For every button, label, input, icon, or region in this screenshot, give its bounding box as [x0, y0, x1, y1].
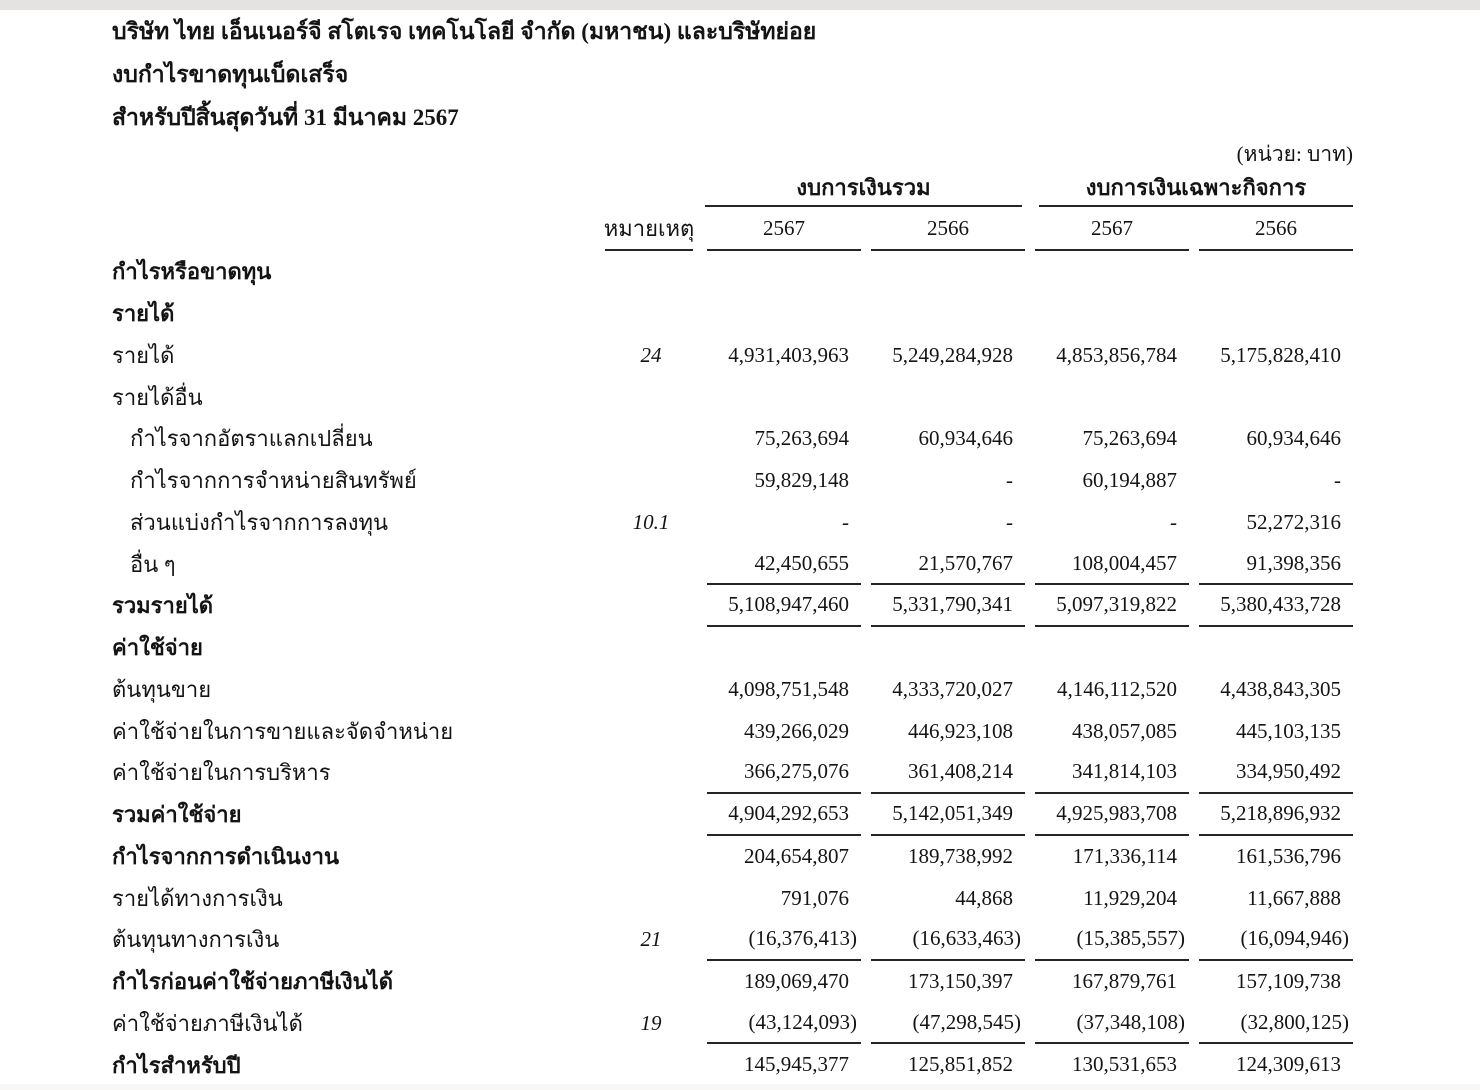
table-row — [112, 1044, 1353, 1086]
row-label: ค่าใช้จ่ายภาษีเงินได้ — [112, 1010, 303, 1036]
table-row — [112, 543, 1353, 585]
row-label: รายได้ — [112, 342, 175, 368]
row-value: - — [1170, 509, 1177, 534]
row-value: 791,076 — [780, 885, 849, 910]
row-value: 60,194,887 — [1082, 468, 1177, 493]
row-value: 5,097,319,822 — [1035, 585, 1189, 627]
year-header-consolidated-2566: 2566 — [871, 207, 1025, 251]
page-bottom-edge — [0, 1084, 1480, 1090]
row-value: 361,408,214 — [871, 752, 1025, 794]
row-label: รวมรายได้ — [112, 593, 214, 619]
table-row — [112, 335, 1353, 377]
row-value: (15,385,557) — [1035, 919, 1189, 961]
row-value: 108,004,457 — [1035, 543, 1189, 585]
row-value — [707, 293, 861, 335]
table-row — [112, 1003, 1353, 1045]
page-top-edge — [0, 0, 1480, 10]
row-value: 5,175,828,410 — [1220, 342, 1341, 367]
table-row — [112, 794, 1353, 836]
row-label: ต้นทุนทางการเงิน — [112, 927, 280, 953]
row-label: ค่าใช้จ่ายในการขายและจัดจำหน่าย — [112, 718, 454, 744]
table-row — [112, 877, 1353, 919]
statement-title: งบกำไรขาดทุนเบ็ดเสร็จ — [112, 62, 349, 87]
row-value: 4,931,403,963 — [728, 342, 849, 367]
row-value: 161,536,796 — [1236, 843, 1341, 868]
row-value: 4,438,843,305 — [1220, 676, 1341, 701]
row-value: - — [842, 509, 849, 534]
row-value: 5,108,947,460 — [707, 585, 861, 627]
row-value — [1035, 251, 1189, 293]
row-value: 5,142,051,349 — [871, 794, 1025, 836]
row-value: 21,570,767 — [871, 543, 1025, 585]
row-note: 24 — [640, 342, 662, 367]
row-value: 4,925,983,708 — [1035, 794, 1189, 836]
row-value — [707, 251, 861, 293]
row-value: 44,868 — [955, 885, 1013, 910]
row-value: 91,398,356 — [1199, 543, 1353, 585]
row-value: 4,146,112,520 — [1057, 676, 1177, 701]
row-value: (47,298,545) — [871, 1003, 1025, 1045]
row-label: กำไรสำหรับปี — [112, 1052, 241, 1078]
table-row — [112, 752, 1353, 794]
row-value: 60,934,646 — [918, 426, 1013, 451]
table-row — [112, 585, 1353, 627]
row-label: กำไรจากอัตราแลกเปลี่ยน — [130, 426, 373, 452]
row-label: รายได้อื่น — [112, 384, 203, 410]
row-value — [1199, 251, 1353, 293]
unit-label: (หน่วย: บาท) — [1236, 142, 1353, 166]
row-value — [871, 627, 1025, 669]
row-label: กำไรหรือขาดทุน — [112, 259, 272, 285]
group-header-consolidated: งบการเงินรวม — [705, 169, 1022, 207]
row-value: 171,336,114 — [1072, 843, 1177, 868]
statement-content — [112, 10, 1353, 1086]
row-value: 439,266,029 — [744, 718, 849, 743]
row-value: 173,150,397 — [908, 969, 1013, 994]
year-header-separate-2566: 2566 — [1199, 207, 1353, 251]
row-value: 157,109,738 — [1236, 969, 1341, 994]
table-row — [112, 293, 1353, 335]
row-value: 59,829,148 — [754, 468, 849, 493]
row-value — [707, 376, 861, 418]
group-header-separate: งบการเงินเฉพาะกิจการ — [1039, 169, 1353, 207]
table-row — [112, 376, 1353, 418]
note-column-header: หมายเหตุ — [605, 207, 693, 251]
period-title: สำหรับปีสิ้นสุดวันที่ 31 มีนาคม 2567 — [112, 105, 459, 130]
row-value: 130,531,653 — [1035, 1044, 1189, 1086]
row-value: 42,450,655 — [707, 543, 861, 585]
row-value — [871, 293, 1025, 335]
row-value: 446,923,108 — [908, 718, 1013, 743]
row-value: 11,667,888 — [1247, 885, 1341, 910]
row-value: - — [1006, 468, 1013, 493]
year-header-consolidated-2567: 2567 — [707, 207, 861, 251]
row-value: 60,934,646 — [1246, 426, 1341, 451]
row-value — [1199, 627, 1353, 669]
row-value: 167,879,761 — [1072, 969, 1177, 994]
table-body — [112, 251, 1353, 1086]
row-value: (37,348,108) — [1035, 1003, 1189, 1045]
row-value: 5,331,790,341 — [871, 585, 1025, 627]
table-row — [112, 418, 1353, 460]
row-note: 10.1 — [632, 509, 670, 534]
row-value — [1035, 293, 1189, 335]
row-label: กำไรจากการจำหน่ายสินทรัพย์ — [130, 468, 417, 494]
row-label: รายได้ — [112, 301, 175, 327]
row-value — [1035, 627, 1189, 669]
row-value: 445,103,135 — [1236, 718, 1341, 743]
table-row — [112, 669, 1353, 711]
row-label: ต้นทุนขาย — [112, 676, 212, 702]
row-value: (32,800,125) — [1199, 1003, 1353, 1045]
row-value: 124,309,613 — [1199, 1044, 1353, 1086]
company-title: บริษัท ไทย เอ็นเนอร์จี สโตเรจ เทคโนโลยี จำกัด (มหาชน) และบริษัทย่อย — [112, 19, 817, 44]
row-value: (16,376,413) — [707, 919, 861, 961]
row-value — [1199, 376, 1353, 418]
row-value: 4,904,292,653 — [707, 794, 861, 836]
row-label: ค่าใช้จ่ายในการบริหาร — [112, 760, 331, 786]
row-value: 204,654,807 — [744, 843, 849, 868]
row-value — [871, 376, 1025, 418]
row-value — [871, 251, 1025, 293]
table-row — [112, 502, 1353, 544]
row-value: (16,094,946) — [1199, 919, 1353, 961]
year-header-separate-2567: 2567 — [1035, 207, 1189, 251]
row-value: 4,333,720,027 — [892, 676, 1013, 701]
row-label: รายได้ทางการเงิน — [112, 885, 283, 911]
table-row — [112, 460, 1353, 502]
row-label: กำไรก่อนค่าใช้จ่ายภาษีเงินได้ — [112, 969, 394, 995]
row-value: 5,380,433,728 — [1199, 585, 1353, 627]
row-value: 5,218,896,932 — [1199, 794, 1353, 836]
row-value — [707, 627, 861, 669]
table-group-header-row — [112, 169, 1353, 207]
row-value: 438,057,085 — [1072, 718, 1177, 743]
row-value: 145,945,377 — [707, 1044, 861, 1086]
row-value: 75,263,694 — [754, 426, 849, 451]
row-value: (16,633,463) — [871, 919, 1025, 961]
table-row — [112, 836, 1353, 878]
row-value: 334,950,492 — [1199, 752, 1353, 794]
row-label: ส่วนแบ่งกำไรจากการลงทุน — [130, 509, 389, 535]
row-label: รวมค่าใช้จ่าย — [112, 802, 242, 828]
row-value: 11,929,204 — [1083, 885, 1177, 910]
row-value: 125,851,852 — [871, 1044, 1025, 1086]
row-value: 189,738,992 — [908, 843, 1013, 868]
row-value: 52,272,316 — [1246, 509, 1341, 534]
row-value: 366,275,076 — [707, 752, 861, 794]
row-value: (43,124,093) — [707, 1003, 861, 1045]
table-row — [112, 961, 1353, 1003]
table-year-header-row — [112, 207, 1353, 251]
table-row — [112, 627, 1353, 669]
table-row — [112, 710, 1353, 752]
row-label: ค่าใช้จ่าย — [112, 635, 203, 661]
table-row — [112, 251, 1353, 293]
table-row — [112, 919, 1353, 961]
row-label: อื่น ๆ — [130, 551, 176, 577]
row-value — [1035, 376, 1189, 418]
row-value — [1199, 293, 1353, 335]
row-value: 75,263,694 — [1082, 426, 1177, 451]
row-value: 4,098,751,548 — [728, 676, 849, 701]
row-note: 21 — [640, 927, 662, 952]
row-value: - — [1006, 509, 1013, 534]
row-value: 189,069,470 — [744, 969, 849, 994]
row-label: กำไรจากการดำเนินงาน — [112, 843, 339, 869]
row-value: 341,814,103 — [1035, 752, 1189, 794]
row-value: 4,853,856,784 — [1056, 342, 1177, 367]
row-value: - — [1334, 468, 1341, 493]
row-note: 19 — [640, 1010, 662, 1035]
row-value: 5,249,284,928 — [892, 342, 1013, 367]
